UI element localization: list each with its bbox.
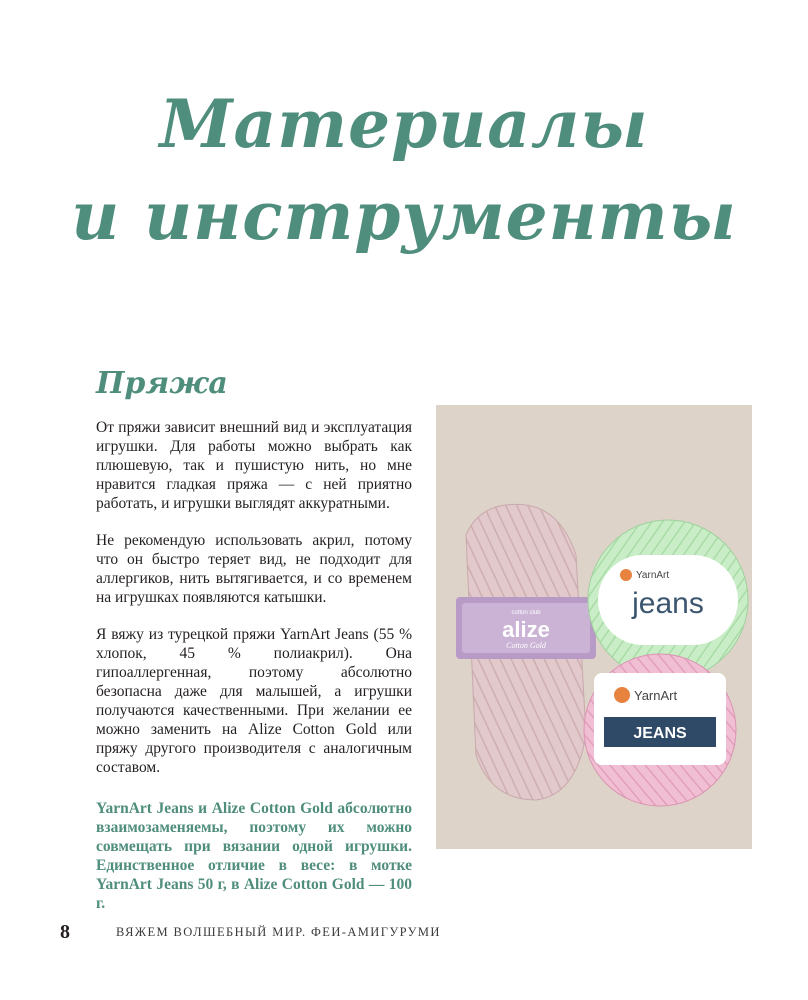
section-heading-yarn: Пряжа — [96, 366, 228, 401]
pink-skein — [456, 504, 596, 800]
highlight-note: YarnArt Jeans и Alize Cotton Gold абсолютно взаимозаменяемы, поэтому их можно совмещать при вязании одной игрушки. Единственное отличие в весе: в мотке YarnArt Jeans 50 г, в Alize Cotton Gold — 100 г. — [96, 800, 412, 912]
alize-brand-text: alize — [502, 617, 550, 642]
body-text-column — [96, 418, 412, 931]
rose-ball — [584, 654, 736, 806]
rose-ball-product-text: JEANS — [633, 725, 687, 742]
paragraph-appearance: От пряжи зависит внешний вид и эксплуатация игрушки. Для работы можно выбрать как плюшевую, так и пушистую нить, но мне нравится гладкая пряжа — с ней приятно работать, и игрушки выглядят аккуратными. — [96, 419, 412, 512]
yarnart-logo-icon — [620, 569, 632, 581]
yarn-photo-illustration — [436, 405, 752, 849]
alize-label-small-text: cotton club — [511, 610, 541, 616]
yarnart-rose-logo-icon — [614, 687, 630, 703]
green-ball-brand-text: YarnArt — [636, 570, 670, 581]
paragraph-acrylic: Не рекомендую использовать акрил, потому что он быстро теряет вид, не подходит для аллергиков, нить вытягивается, и со временем на игрушках появляются катышки. — [96, 532, 412, 606]
rose-ball-brand-text: YarnArt — [634, 688, 678, 703]
paragraph-yarnart: Я вяжу из турецкой пряжи YarnArt Jeans (55 % хлопок, 45 % полиакрил). Она гипоаллергенная, поэтому абсолютно безопасна даже для малышей, а игрушки получаются качественными. При желании ее можно заменить на Alize Cotton Gold или пряжу другого производителя с аналогичным составом. — [96, 626, 412, 776]
green-ball-product-text: jeans — [632, 587, 704, 620]
page-footer — [60, 920, 760, 944]
alize-product-text: Cotton Gold — [506, 641, 546, 650]
page-title — [0, 78, 808, 262]
page-title-line-1: Материалы — [159, 85, 649, 163]
yarn-photo — [436, 405, 752, 849]
running-head: ВЯЖЕМ ВОЛШЕБНЫЙ МИР. ФЕИ-АМИГУРУМИ — [116, 925, 441, 939]
page-title-line-2: и инструменты — [71, 177, 737, 255]
page-number: 8 — [60, 921, 70, 943]
